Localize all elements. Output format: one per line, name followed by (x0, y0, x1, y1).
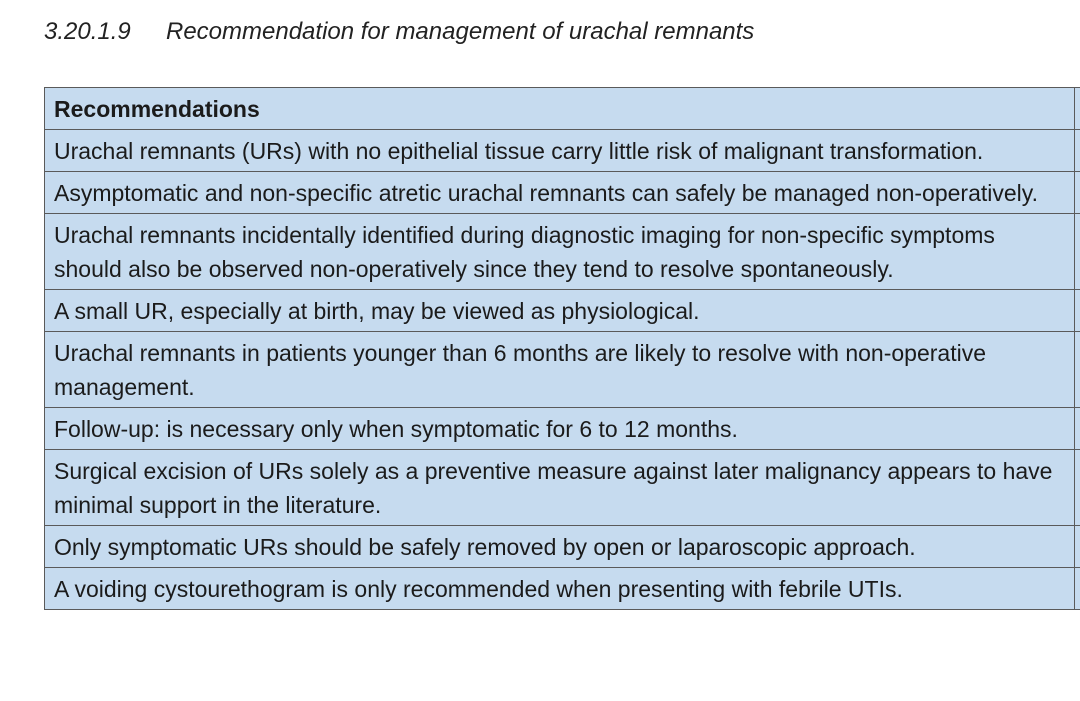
strength-cell (1075, 450, 1080, 526)
recommendation-cell: Follow-up: is necessary only when symptomatic for 6 to 12 months. (45, 408, 1075, 450)
strength-cell (1075, 332, 1080, 408)
strength-cell (1075, 172, 1080, 214)
section-number: 3.20.1.9 (44, 18, 131, 45)
table-header-row (45, 88, 1080, 130)
strength-cell (1075, 408, 1080, 450)
strength-header-cell (1075, 88, 1080, 130)
table-row (45, 408, 1080, 450)
table-row (45, 214, 1080, 290)
recommendation-cell: Urachal remnants in patients younger than 6 months are likely to resolve with non-operative management. (45, 332, 1075, 408)
recommendations-table (44, 87, 1080, 610)
recommendation-cell: Only symptomatic URs should be safely removed by open or laparoscopic approach. (45, 526, 1075, 568)
table-row (45, 290, 1080, 332)
strength-cell (1075, 290, 1080, 332)
recommendation-cell: A small UR, especially at birth, may be viewed as physiological. (45, 290, 1075, 332)
recommendation-cell: Surgical excision of URs solely as a preventive measure against later malignancy appears to have minimal support in the literature. (45, 450, 1075, 526)
strength-cell (1075, 526, 1080, 568)
table-row (45, 332, 1080, 408)
section-title: Recommendation for management of urachal remnants (166, 18, 755, 45)
strength-cell (1075, 214, 1080, 290)
table-row (45, 172, 1080, 214)
recommendation-cell: Asymptomatic and non-specific atretic urachal remnants can safely be managed non-operatively. (45, 172, 1075, 214)
section-heading (44, 18, 754, 46)
table-row (45, 526, 1080, 568)
strength-cell (1075, 130, 1080, 172)
recommendation-cell: Urachal remnants incidentally identified during diagnostic imaging for non-specific symptoms should also be observed non-operatively since they tend to resolve spontaneously. (45, 214, 1075, 290)
table-row (45, 568, 1080, 610)
recommendation-cell: A voiding cystourethogram is only recommended when presenting with febrile UTIs. (45, 568, 1075, 610)
recommendation-cell: Urachal remnants (URs) with no epithelial tissue carry little risk of malignant transformation. (45, 130, 1075, 172)
recommendations-table-container (44, 87, 1080, 610)
strength-cell (1075, 568, 1080, 610)
recommendations-header: Recommendations (45, 88, 1075, 130)
table-row (45, 130, 1080, 172)
table-row (45, 450, 1080, 526)
